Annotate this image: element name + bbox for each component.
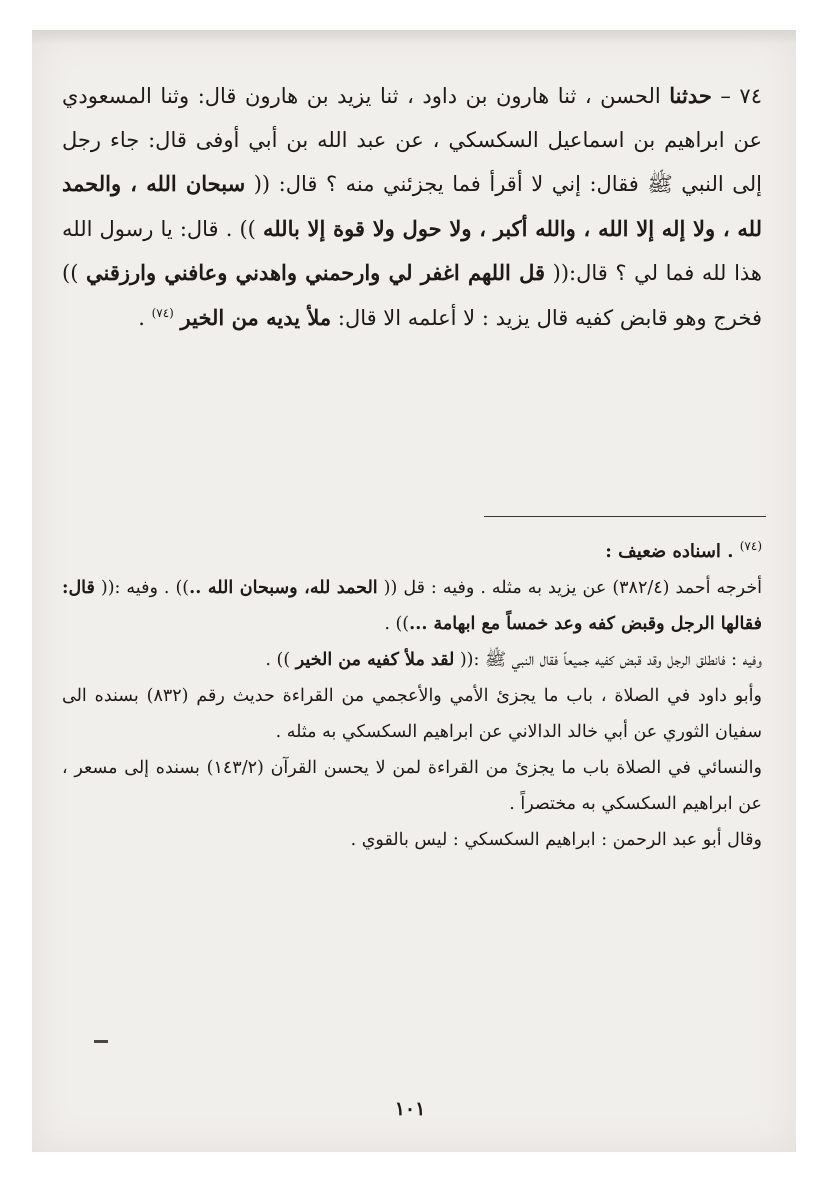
footnote-ahmad	[62, 570, 762, 642]
footnote-marker: (٧٤)	[151, 305, 174, 320]
hadith-paragraph	[62, 74, 762, 340]
hadith-number: ٧٤	[739, 84, 762, 108]
hadith-ending: ملأ يديه من الخير	[180, 304, 332, 330]
ahmad-quote: الحمد لله، وسبحان الله ..	[189, 578, 378, 598]
hadith-question: )) . قال: يا رسول الله هذا لله فما لي ؟ قال:((	[62, 216, 762, 285]
ahmad-close: )) .	[384, 614, 410, 634]
hadith-isnad: الحسن ، ثنا هارون بن داود ، ثنا يزيد بن هارون قال: وثنا المسعودي عن ابراهيم بن اسماعيل السكسكي ، عن عبد الله بن أبي أوفى قال: جاء رجل إلى النبي ﷺ فقال: إني لا أقرأ فما يجزئني منه ؟ قال: ((	[62, 84, 762, 196]
haddathana: حدثنا	[669, 83, 712, 108]
footnote-divider	[484, 516, 766, 517]
footnote-abu-abdulrahman: وقال أبو عبد الرحمن : ابراهيم السكسكي : ليس بالقوي .	[350, 830, 762, 850]
footnote-ref: (٧٤)	[739, 539, 762, 554]
scan-shadow	[32, 30, 796, 44]
isnad-grade: . اسناده ضعيف :	[605, 541, 740, 562]
ahmad-quote-3: لقد ملأ كفيه من الخير	[295, 650, 455, 670]
footnote-nasai: والنسائي في الصلاة باب ما يجزئ من القراءة لمن لا يحسن القرآن (١٤٣/٢) بسنده إلى مسعر ، عن ابراهيم السكسكي به مختصراً .	[62, 758, 762, 814]
margin-mark	[94, 1040, 108, 1043]
footnotes	[62, 534, 762, 858]
ahmad-text-2: )) . وفيه :((	[94, 578, 190, 598]
footnote-ahmad-2	[62, 642, 762, 678]
footnote-heading	[62, 534, 762, 570]
page-number: ١٠١	[394, 1098, 426, 1120]
ahmad-text: أخرجه أحمد (٣٨٢/٤) عن يزيد به مثله . وفيه : قل ((	[377, 578, 763, 598]
ahmad-close-2: )) .	[265, 650, 296, 670]
hadith-text	[62, 74, 762, 340]
footnote-abu-dawud: وأبو داود في الصلاة ، باب ما يجزئ الأمي والأعجمي من القراءة حديث رقم (٨٣٢) بسنده الى سفيان الثوري عن أبي خالد الدالاني عن ابراهيم السكسكي به مثله .	[62, 686, 762, 742]
hadith-dhikr: سبحان الله ، والحمد لله ، ولا إله إلا الله ، والله أكبر ، ولا حول ولا قوة إلا بالله	[62, 171, 762, 241]
hadith-after-dua: )) فخرج وهو قابض كفيه قال يزيد : لا أعلمه الا قال:	[62, 261, 762, 330]
hadith-dua: قل اللهم اغفر لي وارحمني واهدني وعافني وارزقني	[86, 260, 546, 285]
number-dash: –	[711, 84, 740, 108]
ahmad-quote-2: قال: فقالها الرجل وقبض كفه وعد خمساً مع ابهامة ...	[62, 578, 762, 634]
ahmad-text-3: وفيه : فانطلق الرجل وقد قبض كفيه جميعاً فقال النبي ﷺ :((	[454, 650, 762, 670]
hadith-close: .	[138, 305, 152, 330]
